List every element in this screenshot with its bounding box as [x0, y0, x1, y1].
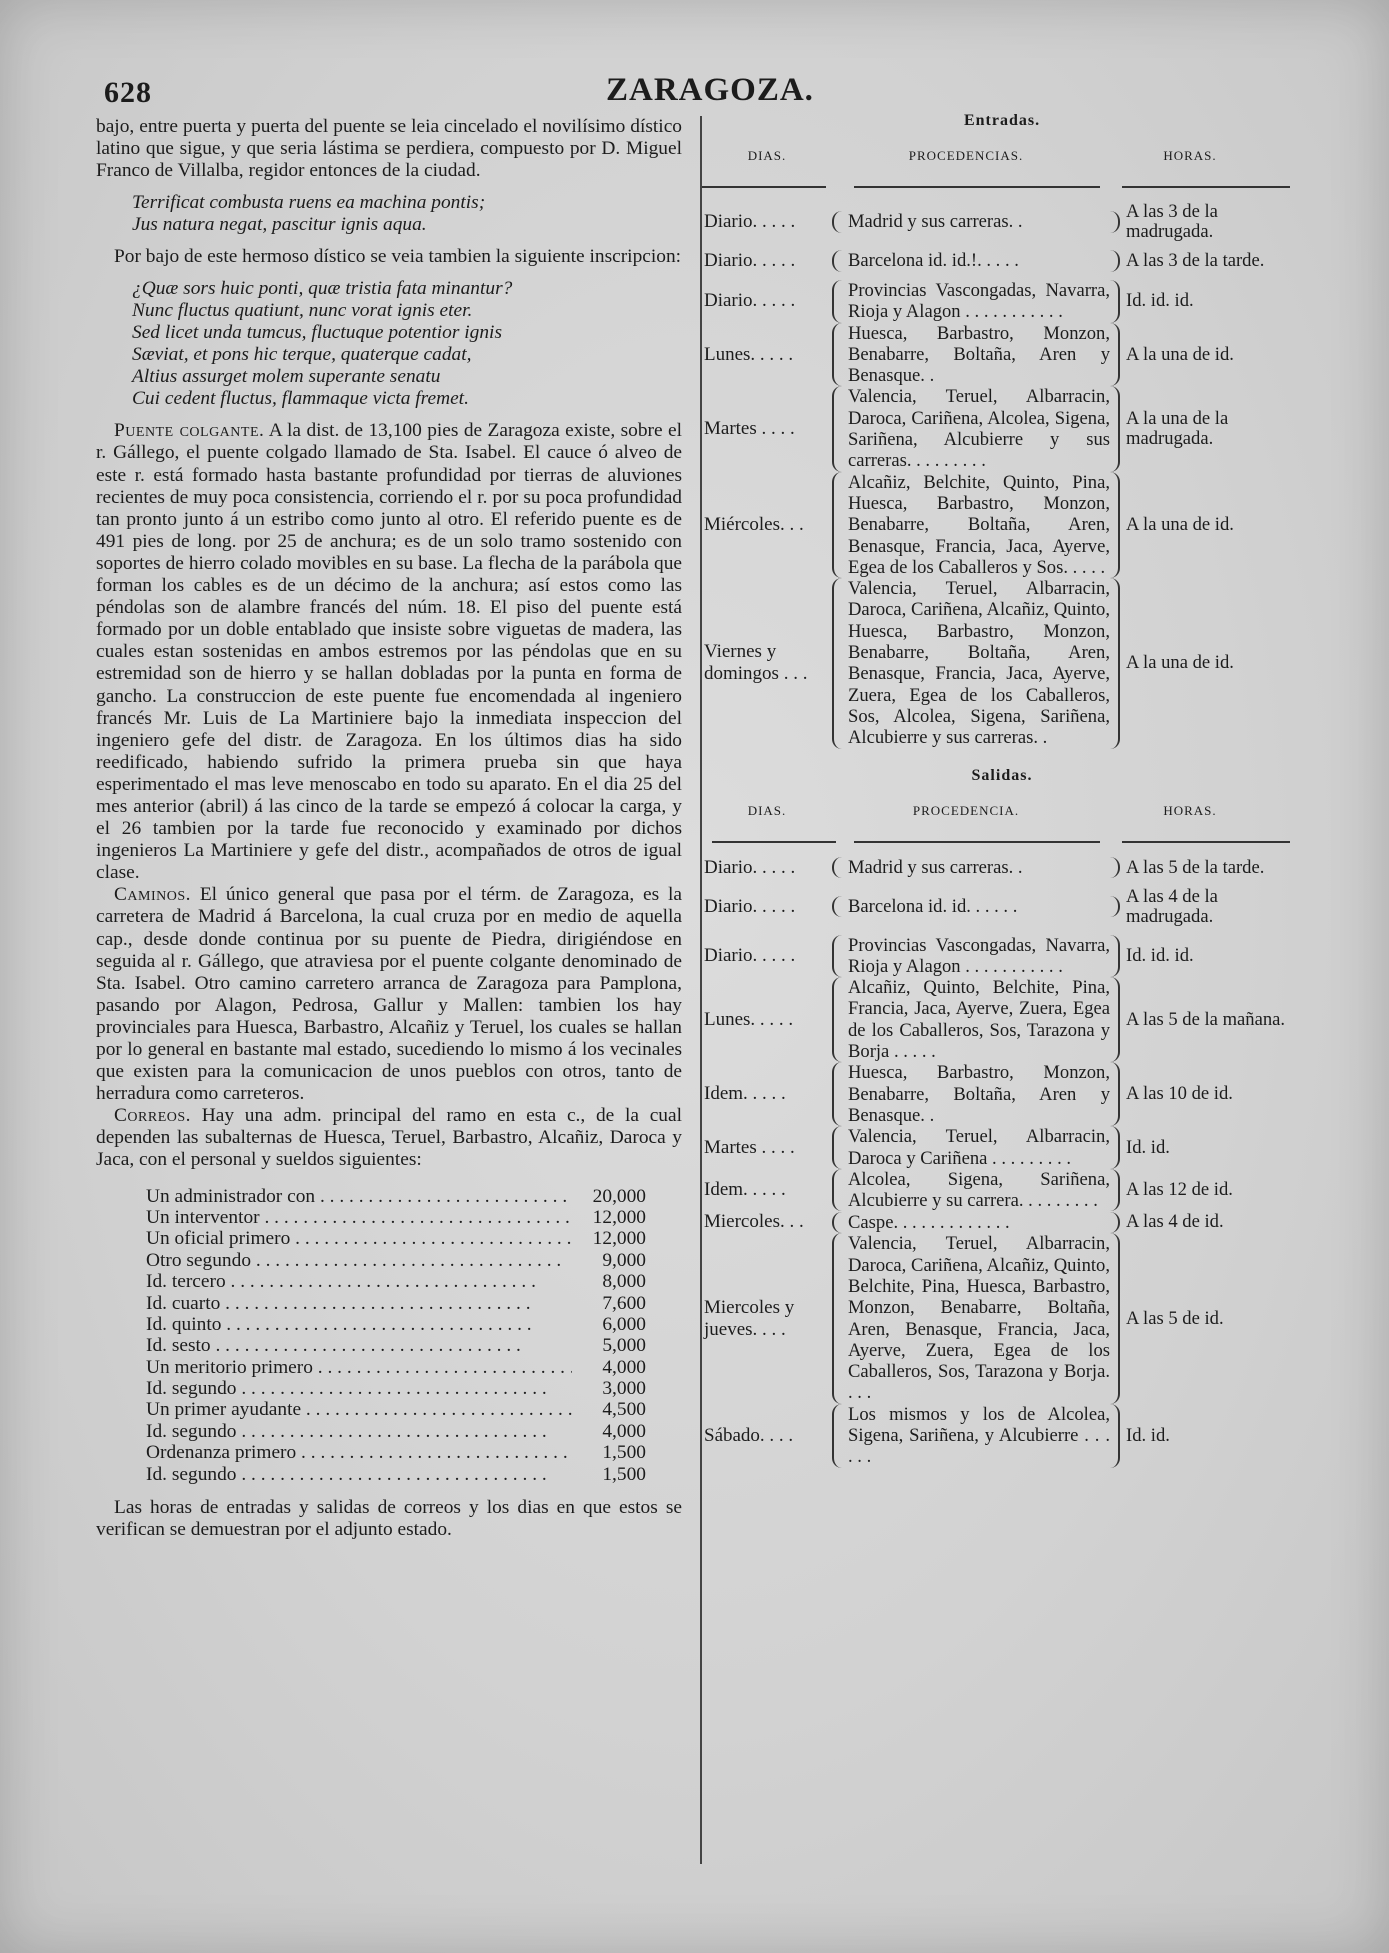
row-horas: Id. id.: [1126, 1136, 1170, 1158]
table-row: [702, 578, 1302, 748]
col-procedencias: PROCEDENCIAS.: [908, 148, 1024, 163]
salary-value: 4,000: [602, 1356, 646, 1378]
row-dias: Diario. . . . .: [704, 211, 796, 232]
table-row: [702, 250, 1302, 272]
verse-line: Cui cedent fluctus, flammaque victa fremet.: [132, 388, 469, 410]
col-dias: DIAS.: [747, 802, 787, 818]
row-dias: Sábado. . . .: [704, 1424, 794, 1446]
row-horas: A la una de la madrugada.: [1126, 408, 1229, 450]
row-dias: Diario. . . . .: [704, 856, 796, 878]
salary-row: [146, 1464, 646, 1485]
table-row: [702, 202, 1302, 242]
left-column: [96, 116, 682, 1541]
row-horas: A la una de id.: [1126, 652, 1234, 674]
section-head-correos: Correos.: [114, 1105, 192, 1127]
salary-value: 7,600: [602, 1292, 646, 1314]
salary-label: Id. quinto . . .: [146, 1314, 572, 1335]
row-horas: A la una de id.: [1126, 343, 1234, 365]
row-horas: A la una de id.: [1126, 513, 1234, 535]
salary-value: 4,500: [602, 1399, 646, 1421]
row-horas: Id. id. id.: [1126, 944, 1194, 966]
table-row: [702, 1169, 1302, 1212]
row-procedencia: Caspe. . . . . . . . . . . . .: [832, 1212, 1120, 1233]
verse-line: Altius assurget molem superante senatu: [132, 366, 441, 388]
salidas-title: Salidas.: [971, 766, 1033, 784]
latin-distich: [132, 192, 682, 236]
row-procedencia: Valencia, Teruel, Albarracin, Daroca, Cariñena, Alcolea, Sigena, Sariñena, Alcubierre y sus carreras. . . . . . . . .: [832, 386, 1120, 471]
caminos-text: El único general que pasa por el térm. de Zaragoza, es la carretera de Madrid á Barcelona, la cual cruza por en medio de aquella cap., desde donde continua por su puente de Piedra, dirigiéndose en seguida al r. Gállego, que atraviesa por el puente colgante denominado de Sta. Isabel. Otro camino carretero arranca de Zaragoza para Pamplona, pasando por Alagon, Pedrosa, Gallur y Mallen: tambien los hay provinciales para Huesca, Barbastro, Alcañiz y Teruel, los cuales se hallan por lo general en bastante mal estado, sucediendo lo mismo á los vecinales que existen para la comunicacion de unos pueblos con otros, tanto de herradura como carreteros.: [96, 884, 682, 1105]
salary-label: Id. sesto . . .: [146, 1335, 572, 1356]
row-dias: Martes . . . .: [704, 418, 795, 440]
rule: [854, 841, 1100, 843]
section-head-puente: Puente colgante.: [114, 420, 265, 442]
row-horas: A las 12 de id.: [1126, 1179, 1233, 1201]
row-dias: Diario. . . . .: [704, 895, 796, 917]
salary-row: [146, 1228, 646, 1249]
row-procedencia: Madrid y sus carreras. .: [832, 857, 1120, 878]
table-row: [702, 323, 1302, 387]
verse-line: ¿Quæ sors huic ponti, quæ tristia fata minantur?: [132, 278, 513, 300]
salary-label: Ordenanza primero . . .: [146, 1442, 572, 1463]
salidas-column-headers: [702, 791, 1302, 831]
page-number: 628: [104, 76, 152, 109]
rule: [1122, 841, 1290, 843]
row-gap: [702, 272, 1302, 280]
row-dias: Diario. . . . .: [704, 290, 796, 312]
header-rules: [702, 176, 1302, 202]
row-dias: Viernes y domingos . . .: [704, 641, 808, 685]
row-procedencia: Valencia, Teruel, Albarracin, Daroca y Cariñena . . . . . . . . .: [832, 1126, 1120, 1169]
salary-label: Un administrador con . . .: [146, 1186, 572, 1207]
rule: [1122, 186, 1290, 188]
row-gap: [702, 242, 1302, 250]
paragraph-caminos: [96, 884, 682, 1105]
row-horas: A las 5 de id.: [1126, 1307, 1224, 1329]
row-procedencia: Alcañiz, Belchite, Quinto, Pina, Huesca, Barbastro, Monzon, Benabarre, Boltaña, Aren, Benasque, Francia, Jaca, Ayerve, Egea de los Caballeros y Sos. . . . .: [832, 472, 1120, 578]
salary-value: 1,500: [602, 1442, 646, 1464]
salary-label: Id. segundo . . .: [146, 1378, 572, 1399]
row-procedencia: Alcañiz, Quinto, Belchite, Pina, Francia, Jaca, Ayerve, Zuera, Egea de los Caballeros, Sos, Tarazona y Borja . . . . .: [832, 977, 1120, 1062]
row-procedencia: Provincias Vascongadas, Navarra, Rioja y Alagon . . . . . . . . . . .: [832, 935, 1120, 978]
row-procedencia: Huesca, Barbastro, Monzon, Benabarre, Boltaña, Aren y Benasque. .: [832, 1062, 1120, 1126]
row-horas: Id. id.: [1126, 1424, 1170, 1446]
table-row: [702, 1404, 1302, 1468]
row-horas: A las 5 de la mañana.: [1126, 1008, 1286, 1030]
salary-value: 12,000: [592, 1206, 646, 1228]
salary-value: 9,000: [602, 1249, 646, 1271]
row-dias: Diario. . . . .: [704, 250, 796, 271]
salary-row: [146, 1442, 646, 1463]
salary-label: Id. cuarto . . .: [146, 1293, 572, 1314]
row-procedencia: Barcelona id. id. . . . . .: [832, 896, 1120, 917]
table-row: [702, 1211, 1302, 1233]
rule: [702, 186, 826, 188]
salary-label: Un primer ayudante . . .: [146, 1399, 572, 1420]
rule: [854, 186, 1100, 188]
row-procedencia: Provincias Vascongadas, Navarra, Rioja y Alagon . . . . . . . . . . .: [832, 280, 1120, 323]
row-gap: [702, 927, 1302, 935]
salary-row: [146, 1378, 646, 1399]
salary-value: 1,500: [602, 1463, 646, 1485]
row-horas: Id. id. id.: [1126, 290, 1194, 312]
table-row: [702, 887, 1302, 927]
salary-row: [146, 1314, 646, 1335]
row-dias: Martes . . . .: [704, 1136, 795, 1158]
row-horas: A las 10 de id.: [1126, 1083, 1233, 1105]
salary-value: 12,000: [592, 1228, 646, 1250]
correos-text: Hay una adm. principal del ramo en esta c., de la cual dependen las subalternas de Huesca, Teruel, Barbastro, Alcañiz, Daroca y Jaca, con el personal y sueldos siguientes:: [96, 1105, 682, 1171]
salary-value: 6,000: [602, 1313, 646, 1335]
rule: [712, 841, 836, 843]
salary-row: [146, 1207, 646, 1228]
salary-label: Id. segundo . . .: [146, 1464, 572, 1485]
header-rules: [702, 831, 1302, 857]
entradas-title: Entradas.: [963, 112, 1041, 129]
salary-value: 4,000: [602, 1420, 646, 1442]
table-row: [702, 977, 1302, 1062]
row-horas: A las 5 de la tarde.: [1126, 856, 1265, 878]
col-dias: DIAS.: [747, 148, 787, 163]
table-row: [702, 1062, 1302, 1126]
paragraph-inscription: Por bajo de este hermoso dístico se veia tambien la siguiente inscripcion:: [114, 246, 682, 268]
table-row: [702, 280, 1302, 323]
salary-row: [146, 1335, 646, 1356]
paragraph-puente: [96, 420, 682, 884]
row-dias: Diario. . . . .: [704, 944, 796, 966]
running-head: ZARAGOZA.: [606, 72, 814, 108]
table-row: [702, 472, 1302, 578]
mail-schedule: [702, 106, 1302, 1468]
col-horas: HORAS.: [1163, 148, 1217, 163]
verse-line: Jus natura negat, pascitur ignis aqua.: [132, 214, 427, 236]
row-horas: A las 4 de id.: [1126, 1211, 1224, 1233]
verse-line: Nunc fluctus quatiunt, nunc vorat ignis eter.: [132, 300, 473, 322]
salary-label: Un interventor . . .: [146, 1207, 572, 1228]
row-dias: Miércoles. . .: [704, 513, 804, 535]
table-row: [702, 935, 1302, 978]
row-dias: Miercoles y jueves. . . .: [704, 1296, 795, 1340]
latin-inscription: [132, 278, 682, 410]
table-row: [702, 857, 1302, 879]
row-procedencia: Barcelona id. id.!. . . . .: [832, 250, 1120, 271]
salary-row: [146, 1399, 646, 1420]
row-dias: Idem. . . . .: [704, 1083, 786, 1105]
table-row: [702, 386, 1302, 471]
salary-label: Otro segundo . . .: [146, 1250, 572, 1271]
table-row: [702, 1126, 1302, 1169]
row-horas: A las 3 de la tarde.: [1126, 250, 1265, 271]
verse-line: Sæviat, et pons hic terque, quaterque cadat,: [132, 344, 472, 366]
row-dias: Lunes. . . . .: [704, 1008, 794, 1030]
row-dias: Idem. . . . .: [704, 1179, 786, 1201]
row-procedencia: Huesca, Barbastro, Monzon, Benabarre, Boltaña, Aren y Benasque. .: [832, 323, 1120, 387]
salary-label: Id. segundo . . .: [146, 1421, 572, 1442]
row-procedencia: Madrid y sus carreras. .: [832, 211, 1120, 232]
salary-row: [146, 1357, 646, 1378]
verse-line: Terrificat combusta ruens ea machina pontis;: [132, 192, 486, 214]
row-horas: A las 4 de la madrugada.: [1126, 885, 1218, 927]
row-dias: Miercoles. . .: [704, 1211, 804, 1233]
salary-row: [146, 1421, 646, 1442]
salary-row: [146, 1250, 646, 1271]
salary-row: [146, 1271, 646, 1292]
row-horas: A las 3 de la madrugada.: [1126, 201, 1218, 242]
paragraph-intro: bajo, entre puerta y puerta del puente se leia cincelado el novilísimo dístico latino que sigue, y que seria lástima se perdiera, compuesto por D. Miguel Franco de Villalba, regidor entonces de la ciudad.: [96, 116, 682, 182]
salary-value: 20,000: [592, 1185, 646, 1207]
col-horas: HORAS.: [1163, 802, 1217, 818]
section-head-caminos: Caminos.: [114, 884, 192, 906]
salary-value: 5,000: [602, 1335, 646, 1357]
col-procedencia: PROCEDENCIA.: [912, 802, 1020, 818]
salary-value: 3,000: [602, 1378, 646, 1400]
salary-row: [146, 1186, 646, 1207]
row-procedencia: Valencia, Teruel, Albarracin, Daroca, Cariñena, Alcañiz, Quinto, Belchite, Pina, Huesca, Barbastro, Monzon, Benabarre, Boltaña, Aren, Benasque, Francia, Jaca, Ayerve, Zuera, Egea de los Caballeros, Sos, Tarazona y Borja. . . .: [832, 1233, 1120, 1403]
salary-label: Id. tercero . . .: [146, 1271, 572, 1292]
entradas-column-headers: [702, 136, 1302, 176]
salary-label: Un oficial primero . . .: [146, 1228, 572, 1249]
verse-line: Sed licet unda tumcus, fluctuque potentior ignis: [132, 322, 502, 344]
salary-label: Un meritorio primero . . .: [146, 1357, 572, 1378]
row-procedencia: Los mismos y los de Alcolea, Sigena, Sariñena, y Alcubierre . . . . . .: [832, 1404, 1120, 1468]
table-row: [702, 1233, 1302, 1403]
puente-text: A la dist. de 13,100 pies de Zaragoza existe, sobre el r. Gállego, el puente colgado llamado de Sta. Isabel. El cauce ó alveo de este r. está formado hasta bastante profundidad por tierras de aluviones recientes de muy poca consistencia, corriendo el r. por su poca profundidad tan pronto junto á un estribo como junto al otro. El referido puente es de 491 pies de long. por 25 de anchura; es de un solo tramo sostenido con soportes de hierro colado movibles en su base. La flecha de la parábola que forman los cables es de un décimo de la anchura; así estos como las péndolas son de alambre francés del núm. 18. El piso del puente está formado por un doble entablado que insiste sobre viguetas de madera, las cuales estan sostenidas en ambos estremos por las péndolas que en su estremidad son de hierro y se hallan dobladas por la punta en forma de gancho. La construccion de este puente fue encomendada al ingeniero francés Mr. Luis de La Martiniere bajo la inmediata inspeccion del ingeniero gefe del distr. de Zaragoza. En los últimos dias ha sido reedificado, habiendo sufrido la primera prueba sin que haya esperimentado el mas leve menoscabo en todo su aparato. En el dia 25 del mes anterior (abril) á las cinco de la tarde se empezó á colocar la carga, y el 26 tambien por la tarde fue reconocido y examinado por dichos ingenieros La Martiniere y gefe del distr., acompañados de otros de igual clase.: [96, 420, 682, 884]
salary-row: [146, 1293, 646, 1314]
row-procedencia: Alcolea, Sigena, Sariñena, Alcubierre y su carrera. . . . . . . . .: [832, 1169, 1120, 1212]
row-procedencia: Valencia, Teruel, Albarracin, Daroca, Cariñena, Alcañiz, Quinto, Huesca, Barbastro, Monzon, Benabarre, Boltaña, Aren, Benasque, Francia, Jaca, Ayerve, Zuera, Egea de los Caballeros, Sos, Alcolea, Sigena, Sariñena, Alcubierre y sus carreras. .: [832, 578, 1120, 748]
row-dias: Lunes. . . . .: [704, 343, 794, 365]
section-gap: [702, 749, 1302, 761]
salary-list: [146, 1186, 646, 1485]
salary-value: 8,000: [602, 1271, 646, 1293]
paragraph-correos: [96, 1105, 682, 1171]
paragraph-closing: Las horas de entradas y salidas de correos y los dias en que estos se verifican se demuestran por el adjunto estado.: [96, 1497, 682, 1541]
